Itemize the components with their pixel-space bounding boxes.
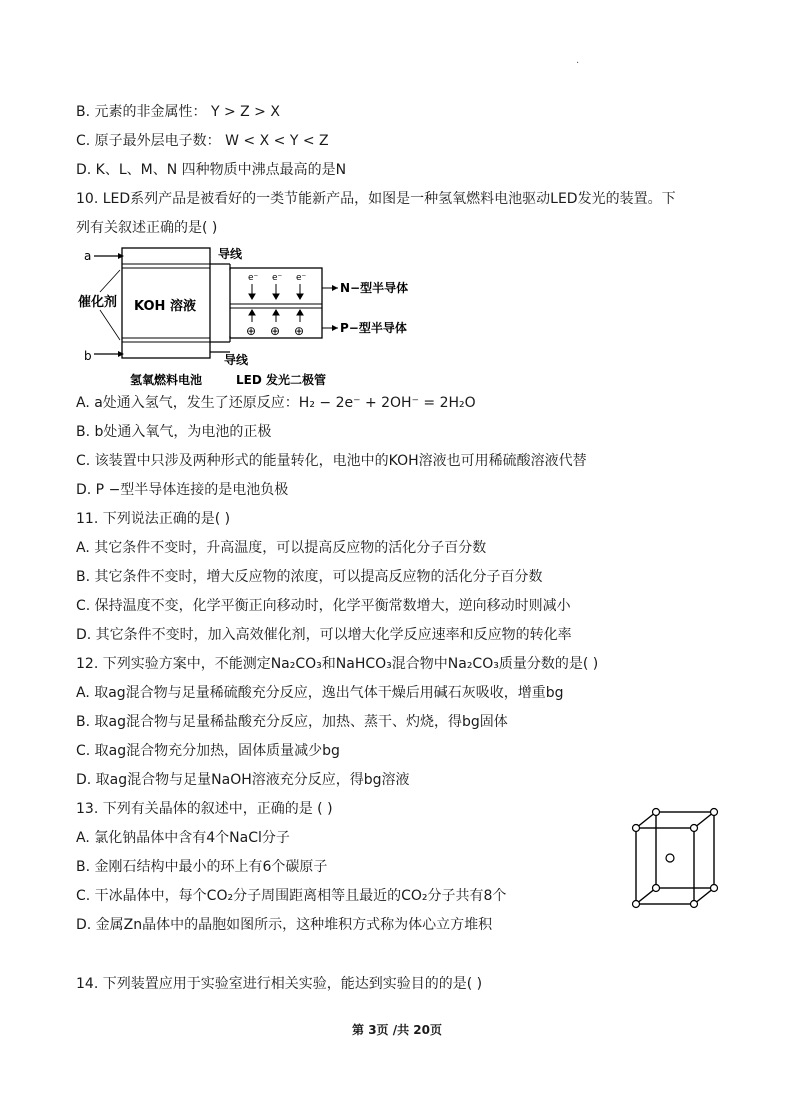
option-11a: A. 其它条件不变时，升高温度，可以提高反应物的活化分子百分数 bbox=[76, 540, 487, 556]
caption-led: LED 发光二极管 bbox=[236, 373, 326, 387]
option-12a: A. 取ag混合物与足量稀硫酸充分反应，逸出气体干燥后用碱石灰吸收，增重bg bbox=[76, 685, 564, 701]
body-center-atom bbox=[666, 854, 674, 862]
hole-1: ⊕ bbox=[246, 324, 257, 338]
question-14-stem: 14. 下列装置应用于实验室进行相关实验，能达到实验目的的是( ) bbox=[76, 976, 483, 992]
option-9d: D. K、L、M、N 四种物质中沸点最高的是N bbox=[76, 162, 347, 178]
option-9c: C. 原子最外层电子数： W < X < Y < Z bbox=[76, 133, 329, 149]
wire-bottom-label: 导线 bbox=[224, 353, 249, 367]
electron-3: e⁻ bbox=[296, 273, 307, 283]
hole-row bbox=[246, 324, 304, 338]
option-11d: D. 其它条件不变时，加入高效催化剂，可以增大化学反应速率和反应物的转化率 bbox=[76, 627, 572, 643]
option-11c: C. 保持温度不变，化学平衡正向移动时，化学平衡常数增大，逆向移动时则减小 bbox=[76, 598, 571, 614]
catalyst-label: 催化剂 bbox=[78, 295, 118, 310]
option-10c: C. 该装置中只涉及两种形式的能量转化，电池中的KOH溶液也可用稀硫酸溶液代替 bbox=[76, 453, 587, 469]
question-13-stem: 13. 下列有关晶体的叙述中，正确的是 ( ) bbox=[76, 801, 333, 817]
option-10d: D. P −型半导体连接的是电池负极 bbox=[76, 482, 289, 498]
unit-cell-figure bbox=[626, 806, 722, 912]
fuel-cell-led-figure bbox=[76, 244, 416, 390]
option-10a: A. a处通入氢气，发生了还原反应：H₂ − 2e⁻ + 2OH⁻ = 2H₂O bbox=[76, 395, 476, 411]
option-11b: B. 其它条件不变时，增大反应物的浓度，可以提高反应物的活化分子百分数 bbox=[76, 569, 543, 585]
header-mark: · bbox=[576, 58, 580, 69]
option-12b: B. 取ag混合物与足量稀盐酸充分反应，加热、蒸干、灼烧，得bg固体 bbox=[76, 714, 508, 730]
electron-1: e⁻ bbox=[248, 273, 259, 283]
question-12-stem: 12. 下列实验方案中，不能测定Na₂CO₃和NaHCO₃混合物中Na₂CO₃质量分数的是( ) bbox=[76, 656, 599, 672]
n-type-label: N−型半导体 bbox=[340, 281, 409, 295]
label-a: a bbox=[84, 249, 92, 263]
hole-3: ⊕ bbox=[294, 324, 305, 338]
option-9b: B. 元素的非金属性： Y > Z > X bbox=[76, 104, 280, 120]
hole-2: ⊕ bbox=[270, 324, 281, 338]
question-11-stem: 11. 下列说法正确的是( ) bbox=[76, 511, 231, 527]
caption-fuel-cell: 氢氧燃料电池 bbox=[130, 373, 203, 387]
electron-2: e⁻ bbox=[272, 273, 283, 283]
label-b: b bbox=[84, 349, 92, 363]
option-13a: A. 氯化钠晶体中含有4个NaCl分子 bbox=[76, 830, 290, 846]
option-13c: C. 干冰晶体中，每个CO₂分子周围距离相等且最近的CO₂分子共有8个 bbox=[76, 888, 507, 904]
option-13b: B. 金刚石结构中最小的环上有6个碳原子 bbox=[76, 859, 328, 875]
p-type-label: P−型半导体 bbox=[340, 321, 407, 335]
page-footer: 第 3页 /共 20页 bbox=[352, 1023, 442, 1037]
question-10-stem-cont: 列有关叙述正确的是( ) bbox=[76, 220, 218, 236]
electron-row bbox=[248, 273, 307, 283]
option-12c: C. 取ag混合物充分加热，固体质量减少bg bbox=[76, 743, 340, 759]
option-10b: B. b处通入氧气，为电池的正极 bbox=[76, 424, 272, 440]
electrolyte-label: KOH 溶液 bbox=[134, 299, 196, 314]
wire-top-label: 导线 bbox=[218, 247, 243, 261]
option-12d: D. 取ag混合物与足量NaOH溶液充分反应，得bg溶液 bbox=[76, 772, 410, 788]
question-10-stem: 10. LED系列产品是被看好的一类节能新产品，如图是一种氢氧燃料电池驱动LED发光的装置。下 bbox=[76, 191, 676, 207]
option-13d: D. 金属Zn晶体中的晶胞如图所示，这种堆积方式称为体心立方堆积 bbox=[76, 917, 493, 933]
